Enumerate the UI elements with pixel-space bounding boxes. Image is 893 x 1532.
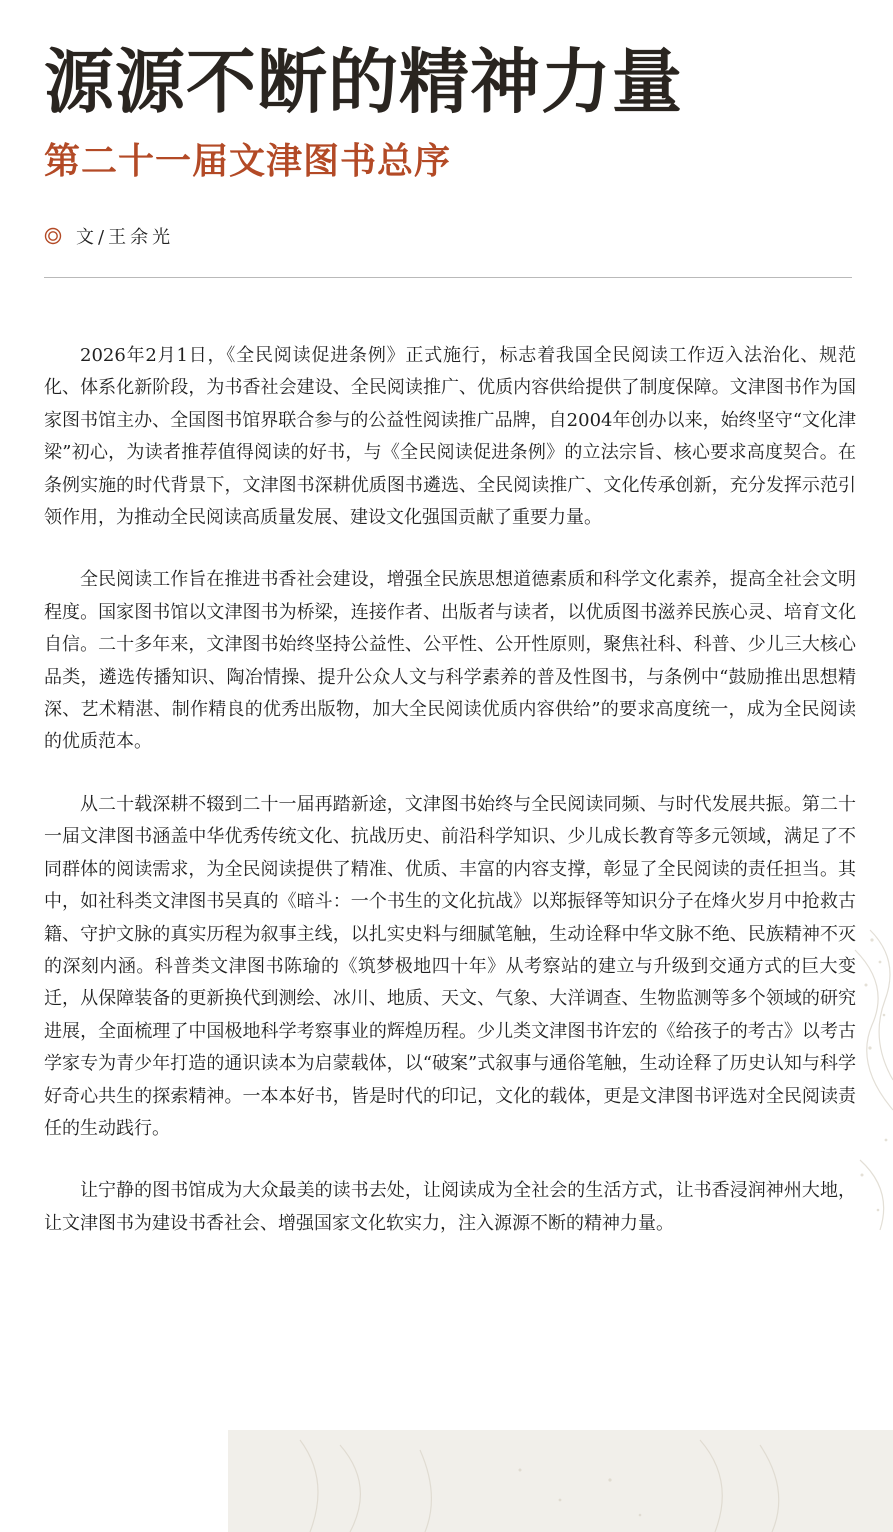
paragraph: 从二十载深耕不辍到二十一届再踏新途，文津图书始终与全民阅读同频、与时代发展共振。第二十一届文津图书涵盖中华优秀传统文化、抗战历史、前沿科学知识、少儿成长教育等多元领域，满足了不同群体的阅读需求，为全民阅读提供了精准、优质、丰富的内容支撑，彰显了全民阅读的责任担当。其中，如社科类文津图书吴真的《暗斗：一个书生的文化抗战》以郑振铎等知识分子在烽火岁月中抢救古籍、守护文脉的真实历程为叙事主线，以扎实史料与细腻笔触，生动诠释中华文脉不绝、民族精神不灭的深刻内涵。科普类文津图书陈瑜的《筑梦极地四十年》从考察站的建立与升级到交通方式的巨大变迁，从保障装备的更新换代到测绘、冰川、地质、天文、气象、大洋调查、生物监测等多个领域的研究进展，全面梳理了中国极地科学考察事业的辉煌历程。少儿类文津图书许宏的《给孩子的考古》以考古学家专为青少年打造的通识读本为启蒙载体，以“破案”式叙事与通俗笔触，生动诠释了历史认知与科学好奇心共生的探索精神。一本本好书，皆是时代的印记，文化的载体，更是文津图书评选对全民阅读责任的生动践行。 <box>44 793 856 1139</box>
paragraph: 让宁静的图书馆成为大众最美的读书去处，让阅读成为全社会的生活方式，让书香浸润神州大地，让文津图书为建设书香社会、增强国家文化软实力，注入源源不断的精神力量。 <box>44 1180 856 1234</box>
paragraph: 2026年2月1日，《全民阅读促进条例》正式施行，标志着我国全民阅读工作迈入法治化、规范化、体系化新阶段，为书香社会建设、全民阅读推广、优质内容供给提供了制度保障。文津图书作为国家图书馆主办、全国图书馆界联合参与的公益性阅读推广品牌，自2004年创办以来，始终坚守“文化津梁”初心，为读者推荐值得阅读的好书，与《全民阅读促进条例》的立法宗旨、核心要求高度契合。在条例实施的时代背景下，文津图书深耕优质图书遴选、全民阅读推广、文化传承创新，充分发挥示范引领作用，为推动全民阅读高质量发展、建设文化强国贡献了重要力量。 <box>44 345 856 529</box>
background-panel <box>228 1430 893 1532</box>
byline <box>44 222 174 250</box>
article-subtitle: 第二十一届文津图书总序 <box>44 141 452 182</box>
paragraph: 全民阅读工作旨在推进书香社会建设，增强全民族思想道德素质和科学文化素养，提高全社会文明程度。国家图书馆以文津图书为桥梁，连接作者、出版者与读者，以优质图书滋养民族心灵、培育文化自信。二十多年来，文津图书始终坚持公益性、公平性、公开性原则，聚焦社科、科普、少儿三大核心品类，遴选传播知识、陶冶情操、提升公众人文与科学素养的普及性图书，与条例中“鼓励推出思想精深、艺术精湛、制作精良的优秀出版物，加大全民阅读优质内容供给”的要求高度统一，成为全民阅读的优质范本。 <box>44 569 856 753</box>
byline-author: 文/王余光 <box>76 227 175 248</box>
double-circle-icon <box>44 227 62 245</box>
article-title: 源源不断的精神力量 <box>44 40 683 123</box>
title-divider <box>44 277 852 278</box>
article-body <box>44 340 856 1240</box>
